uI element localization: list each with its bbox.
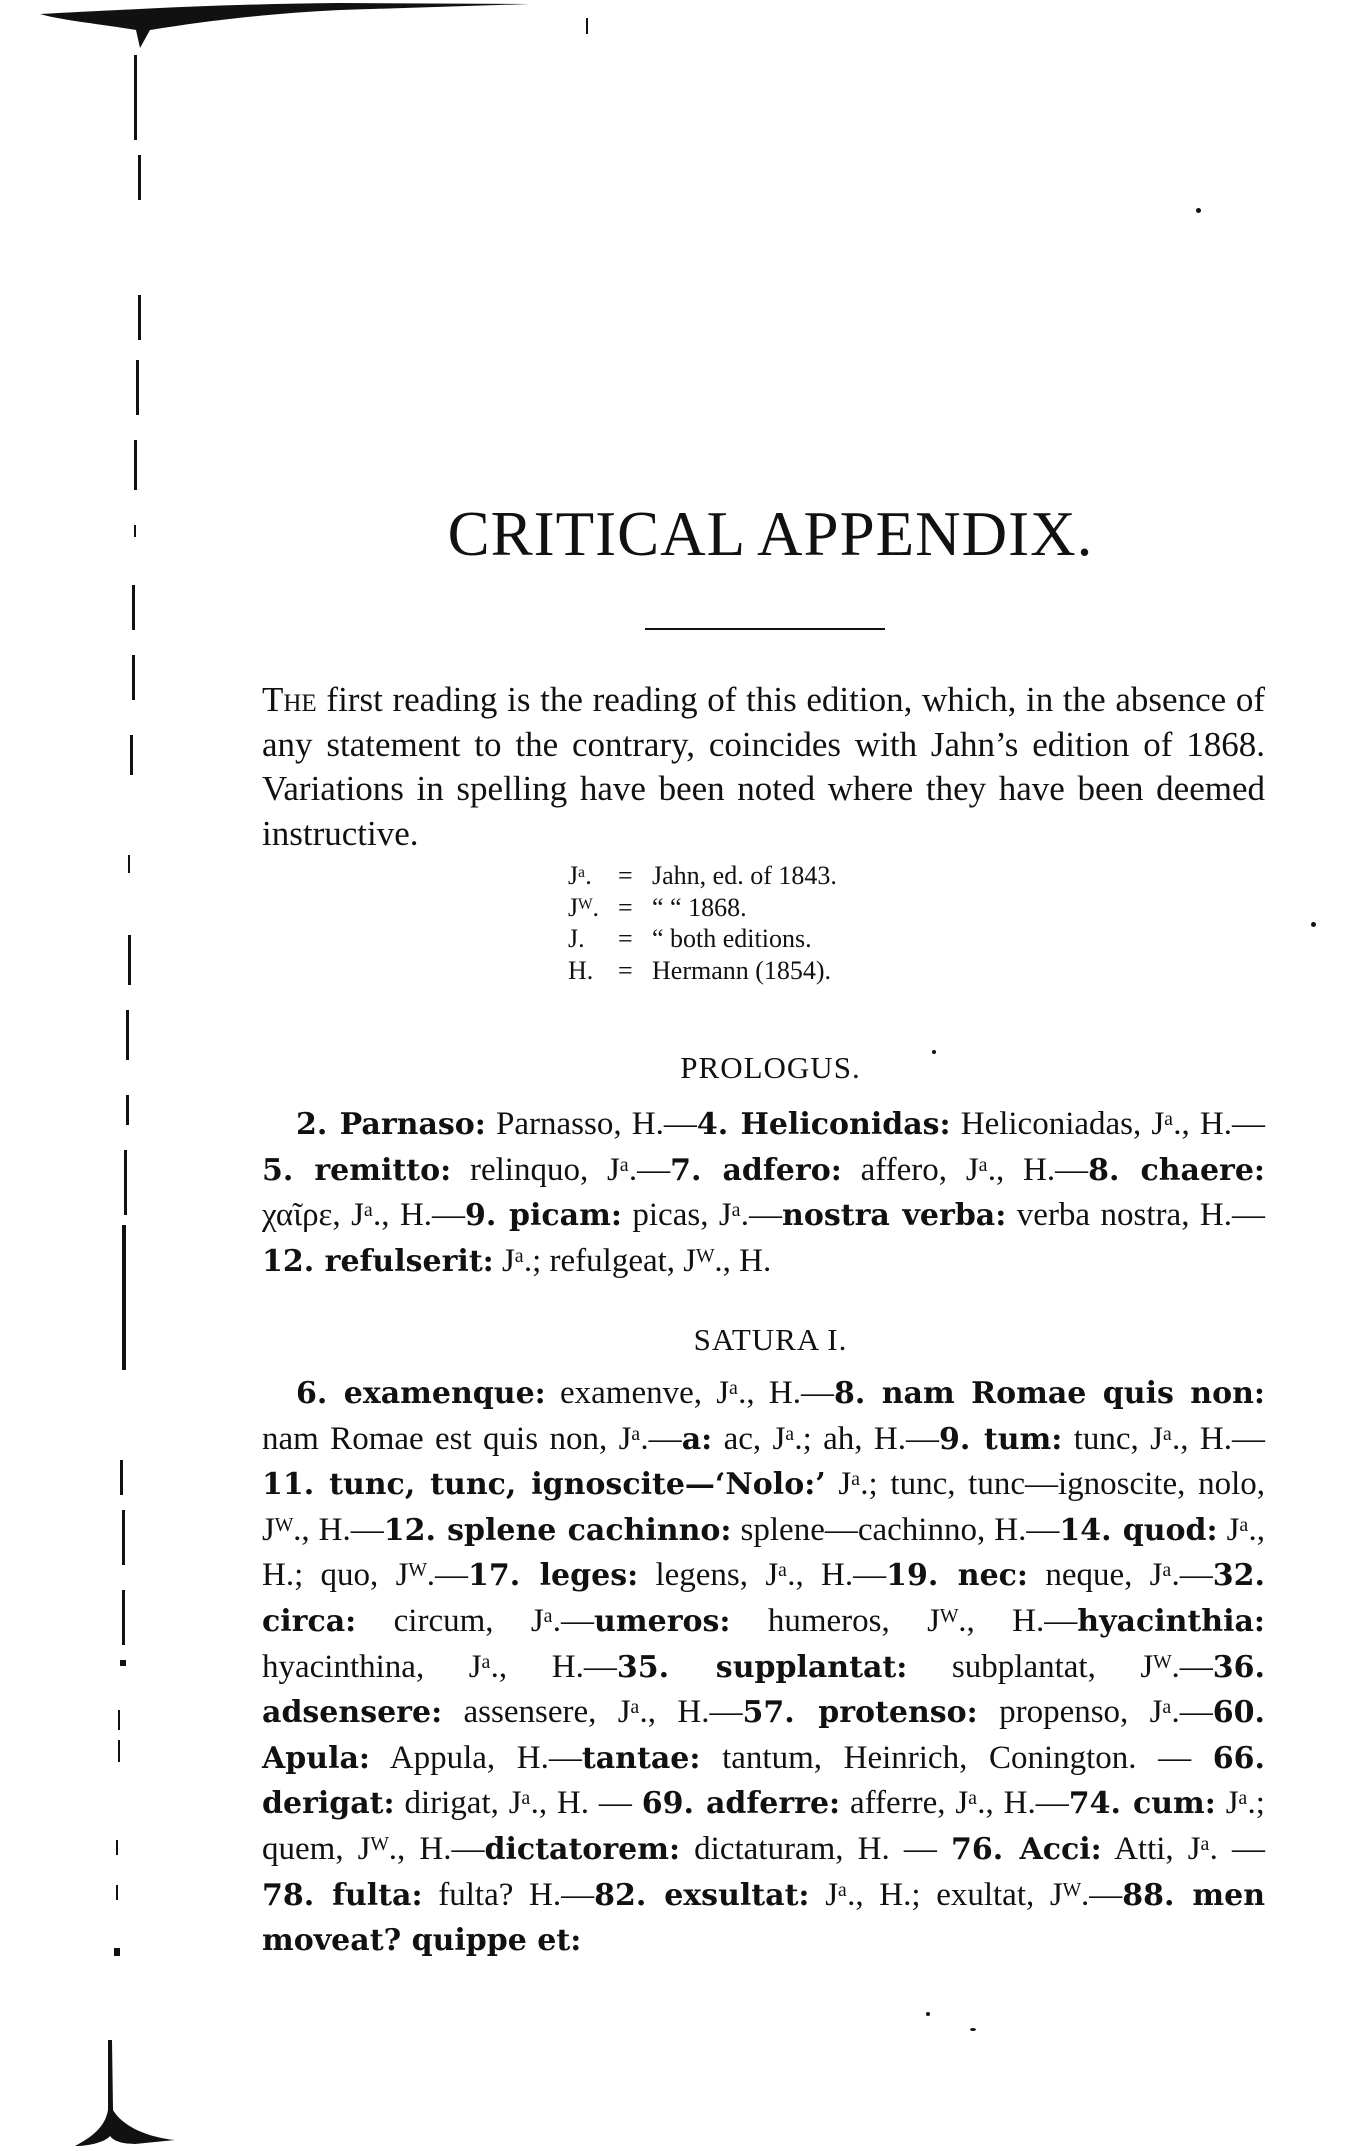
margin-line <box>132 655 135 700</box>
margin-tick <box>116 1840 118 1855</box>
note-reading: circum, Jᵃ.— <box>356 1602 595 1639</box>
note-lemma: 66. derigat: <box>262 1740 1265 1822</box>
note-reading: neque, Jᵃ.— <box>1028 1557 1213 1594</box>
note-reading: tantum, Heinrich, Conington. — <box>700 1739 1213 1776</box>
title-rule <box>645 628 885 630</box>
note-reading: Parnasso, H.— <box>485 1106 697 1142</box>
note-reading: subplantat, Jᵂ.— <box>907 1648 1213 1685</box>
note-lemma: hyacinthia: <box>1077 1603 1265 1639</box>
margin-line <box>122 1590 125 1645</box>
note-reading: Jᵃ., H.; exultat, Jᵂ.— <box>809 1876 1123 1913</box>
note-lemma: 7. adfero: <box>670 1152 842 1188</box>
note-reading: Jᵃ.; quem, Jᵂ., H.— <box>262 1785 1265 1867</box>
note-reading: legens, Jᵃ., H.— <box>638 1557 887 1594</box>
margin-line <box>138 295 141 340</box>
note-lemma: 12. refulserit: <box>262 1243 494 1279</box>
note-reading: nam Romae est quis non, Jᵃ.— <box>262 1420 682 1457</box>
note-lemma: 36. adsensere: <box>262 1649 1265 1731</box>
margin-tick <box>586 18 588 34</box>
abbreviation-value: “ “ 1868. <box>652 892 747 922</box>
note-lemma: 60. Apula: <box>262 1695 1265 1776</box>
note-lemma: dictatorem: <box>484 1831 681 1867</box>
abbreviation-key: J. <box>568 924 585 953</box>
margin-line <box>128 935 131 985</box>
note-reading: Jᵃ., H.; quo, Jᵂ.— <box>262 1511 1265 1594</box>
note-reading: tunc, Jᵃ., H.— <box>1062 1420 1266 1457</box>
note-lemma: 4. Heliconidas: <box>696 1107 951 1142</box>
note-reading: χαῖρε, Jᵃ., H.— <box>262 1197 466 1234</box>
note-reading: dictaturam, H. — <box>680 1830 951 1867</box>
top-left-ornament <box>40 0 540 50</box>
note-lemma: 57. protenso: <box>742 1695 978 1731</box>
stray-dot <box>1196 208 1201 213</box>
abbreviation-key: H. <box>568 955 594 985</box>
stray-dot <box>926 2012 930 2016</box>
margin-line <box>132 585 135 630</box>
note-lemma: 8. chaere: <box>1088 1152 1266 1188</box>
margin-line <box>122 1510 125 1565</box>
abbreviation-row <box>568 923 1068 955</box>
note-reading: Jᵃ.; refulgeat, Jᵂ., H. <box>493 1242 772 1279</box>
margin-line <box>136 360 139 415</box>
note-lemma: 5. remitto: <box>262 1152 452 1188</box>
note-lemma: 19. nec: <box>886 1558 1029 1594</box>
intro-lead: The <box>262 680 317 719</box>
note-lemma: nostra verba: <box>782 1198 1007 1234</box>
note-reading: ac, Jᵃ.; ah, H.— <box>712 1420 939 1457</box>
note-lemma: 32. circa: <box>262 1558 1265 1639</box>
margin-tick <box>118 1710 120 1730</box>
margin-line <box>130 735 133 775</box>
margin-line <box>126 1095 129 1125</box>
note-reading: Atti, Jᵃ. — <box>1101 1830 1266 1867</box>
abbreviation-eq: = <box>618 892 633 922</box>
note-reading: Heliconiadas, Jᵃ., H.— <box>950 1106 1266 1142</box>
note-reading: humeros, Jᵂ., H.— <box>730 1602 1078 1639</box>
margin-line <box>120 1460 123 1495</box>
note-reading: affero, Jᵃ., H.— <box>841 1151 1089 1188</box>
abbreviation-value: Hermann (1854). <box>652 955 832 985</box>
note-reading: fulta? H.— <box>422 1876 595 1913</box>
page-title: CRITICAL APPENDIX. <box>447 499 1094 569</box>
note-lemma: 74. cum: <box>1068 1786 1216 1822</box>
abbreviation-eq: = <box>618 861 633 890</box>
margin-line <box>138 155 141 200</box>
margin-line <box>134 440 137 490</box>
margin-line <box>134 55 137 140</box>
notes-satura-1 <box>262 1371 1265 1964</box>
note-reading: examenve, Jᵃ., H.— <box>545 1375 834 1411</box>
note-reading: splene—cachinno, H.— <box>731 1511 1060 1548</box>
margin-line <box>124 1150 127 1215</box>
intro-paragraph <box>262 678 1265 856</box>
note-lemma: 82. exsultat: <box>594 1877 810 1913</box>
note-reading: relinquo, Jᵃ.— <box>451 1151 671 1188</box>
abbreviation-key <box>568 860 1068 986</box>
note-lemma: 69. adferre: <box>641 1786 841 1822</box>
note-lemma: 35. supplantat: <box>616 1649 908 1685</box>
abbreviation-value: Jahn, ed. of 1843. <box>652 861 837 890</box>
abbreviation-value: “ both editions. <box>652 924 812 953</box>
intro-text: first reading is the reading of this edition, which, in the absence of any statement to the contrary, coincides with Jahn’s edition of 1868. Variations in spelling have been noted where they have been deemed instructive. <box>262 680 1265 853</box>
note-lemma: 88. men moveat? quippe et: <box>262 1877 1266 1959</box>
note-lemma: umeros: <box>594 1603 731 1639</box>
note-lemma: a: <box>681 1421 713 1457</box>
note-reading: Jᵃ.; tunc, tunc—ignoscite, nolo, Jᵂ., H.— <box>262 1466 1265 1548</box>
margin-dot <box>114 1948 120 1956</box>
note-reading: verba nostra, H.— <box>1006 1197 1265 1234</box>
stray-dot <box>970 2028 976 2031</box>
abbreviation-row <box>568 955 1068 987</box>
note-reading: picas, Jᵃ.— <box>621 1197 783 1234</box>
note-lemma: 6. examenque: <box>296 1376 546 1411</box>
note-lemma: 78. fulta: <box>262 1877 423 1913</box>
stray-dot <box>1311 922 1316 927</box>
note-lemma: 11. tunc, tunc, ignoscite—‘Nolo:’ <box>262 1467 826 1503</box>
note-lemma: 9. picam: <box>465 1198 622 1234</box>
margin-tick <box>118 1740 120 1762</box>
note-lemma: 12. splene cachinno: <box>383 1512 732 1548</box>
note-lemma: 14. quod: <box>1059 1512 1218 1548</box>
section-heading-prologus: PROLOGUS. <box>680 1050 861 1085</box>
note-reading: afferre, Jᵃ., H.— <box>840 1785 1069 1822</box>
note-reading: hyacinthina, Jᵃ., H.— <box>262 1648 617 1685</box>
note-reading: propenso, Jᵃ.— <box>977 1694 1213 1731</box>
notes-prologus <box>262 1102 1265 1284</box>
note-lemma: 17. leges: <box>467 1558 639 1594</box>
bottom-left-ornament <box>75 2040 175 2150</box>
note-reading: assensere, Jᵃ., H.— <box>442 1694 743 1731</box>
note-reading: Appula, H.— <box>369 1739 582 1776</box>
note-lemma: 76. Acci: <box>950 1831 1102 1867</box>
abbreviation-key: Jᵂ. <box>568 892 600 922</box>
abbreviation-row <box>568 892 1068 924</box>
margin-dot <box>120 1660 126 1666</box>
note-lemma: 9. tum: <box>939 1421 1063 1457</box>
abbreviation-eq: = <box>618 955 633 985</box>
margin-tick <box>116 1885 118 1900</box>
margin-tick <box>128 855 130 873</box>
note-lemma: tantae: <box>581 1740 701 1776</box>
note-reading: dirigat, Jᵃ., H. — <box>394 1785 642 1822</box>
abbreviation-eq: = <box>618 924 633 953</box>
note-lemma: 2. Parnaso: <box>296 1107 486 1142</box>
section-heading-satura-1: SATURA I. <box>693 1322 848 1357</box>
note-lemma: 8. nam Romae quis non: <box>833 1376 1265 1411</box>
abbreviation-row <box>568 860 1068 892</box>
abbreviation-key: Jᵃ. <box>568 861 592 890</box>
